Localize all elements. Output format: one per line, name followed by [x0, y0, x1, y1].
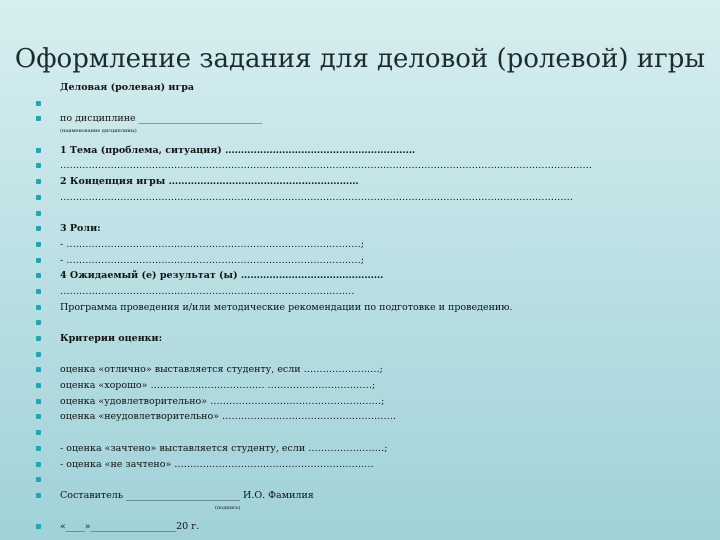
list-item	[36, 268, 706, 284]
list-item	[36, 441, 706, 457]
list-item-text: Деловая (ролевая) игра	[60, 82, 195, 93]
list-item-text: (подпись)	[215, 504, 241, 511]
list-item	[36, 504, 706, 520]
list-item	[36, 425, 706, 441]
list-item-text: «____»__________________20 г.	[60, 521, 200, 533]
bullet-icon	[36, 446, 41, 451]
list-item	[36, 237, 706, 253]
bullet-icon	[36, 399, 41, 404]
list-item-text: Составитель ________________________ И.О. Фамилия	[60, 489, 314, 501]
list-item-text: - …………………………………………………………………………………;	[60, 238, 364, 250]
list-item-text: оценка «хорошо» ……………………………… ……………………………;	[60, 380, 376, 392]
list-item-text: 4 Ожидаемый (е) результат (ы) ………………………………………	[60, 270, 384, 282]
slide-title: Оформление задания для деловой (ролевой) игры	[14, 44, 706, 74]
bullet-icon	[36, 163, 41, 168]
list-item-text: …………………………………………………………………………………	[60, 285, 355, 297]
bullet-icon	[36, 101, 41, 106]
list-item-text: по дисциплине __________________________	[60, 113, 263, 125]
bullet-icon	[36, 305, 41, 310]
bullet-icon	[36, 211, 41, 216]
list-item	[36, 347, 706, 363]
bullet-icon	[36, 414, 41, 419]
bullet-icon	[36, 226, 41, 231]
bullet-icon	[36, 195, 41, 200]
list-item	[36, 127, 706, 143]
list-item-text: Критерии оценки:	[60, 333, 163, 344]
list-item-text: оценка «отлично» выставляется студенту, если ……………………;	[60, 364, 383, 376]
list-item	[36, 409, 706, 425]
list-item	[36, 96, 706, 112]
list-item-text: - оценка «не зачтено» ………………………………………………………	[60, 458, 374, 470]
list-item-text: - оценка «зачтено» выставляется студенту, если ……………………;	[60, 442, 388, 454]
list-item	[36, 111, 706, 127]
list-item-text: оценка «удовлетворительно» ………………………………………………;	[60, 395, 385, 407]
bullet-icon	[36, 336, 41, 341]
list-item	[36, 519, 706, 535]
bullet-icon	[36, 524, 41, 529]
bullet-icon	[36, 383, 41, 388]
list-item-text: ……………………………………………………………………………………………………………………………………………………	[60, 160, 592, 172]
list-item	[36, 378, 706, 394]
list-item	[36, 472, 706, 488]
bullet-icon	[36, 367, 41, 372]
list-item	[36, 331, 706, 347]
bullet-icon	[36, 462, 41, 467]
list-item-text: 2 Концепция игры ……………………………………………………	[60, 176, 359, 188]
list-item	[36, 174, 706, 190]
bullet-icon	[36, 179, 41, 184]
bullet-icon	[36, 273, 41, 278]
list-item-text: ………………………………………………………………………………………………………………………………………………	[60, 191, 573, 203]
list-item-text: оценка «неудовлетворительно» ……………………………………………….	[60, 411, 397, 423]
list-item-text: Программа проведения и/или методические рекомендации по подготовке и проведению.	[60, 301, 513, 313]
list-item	[36, 394, 706, 410]
bullet-icon	[36, 352, 41, 357]
bullet-icon	[36, 477, 41, 482]
bullet-icon	[36, 289, 41, 294]
list-item	[36, 143, 706, 159]
list-item	[36, 284, 706, 300]
list-item	[36, 206, 706, 222]
list-item-text: - …………………………………………………………………………………;	[60, 254, 364, 266]
bullet-icon	[36, 148, 41, 153]
bullet-icon	[36, 258, 41, 263]
bullet-icon	[36, 320, 41, 325]
bullet-icon	[36, 430, 41, 435]
list-item	[36, 221, 706, 237]
bullet-icon	[36, 242, 41, 247]
list-item	[36, 80, 706, 96]
list-item	[36, 253, 706, 269]
list-item	[36, 457, 706, 473]
list-item	[36, 300, 706, 316]
list-item-text: (наименование дисциплины)	[60, 128, 137, 135]
list-item	[36, 158, 706, 174]
list-item	[36, 362, 706, 378]
list-item	[36, 190, 706, 206]
list-item-text: 3 Роли:	[60, 223, 101, 235]
bullet-icon	[36, 116, 41, 121]
bullet-icon	[36, 493, 41, 498]
list-item	[36, 488, 706, 504]
bullet-list	[36, 80, 706, 535]
list-item	[36, 315, 706, 331]
list-item-text: 1 Тема (проблема, ситуация) ……………………………………………………	[60, 144, 416, 156]
